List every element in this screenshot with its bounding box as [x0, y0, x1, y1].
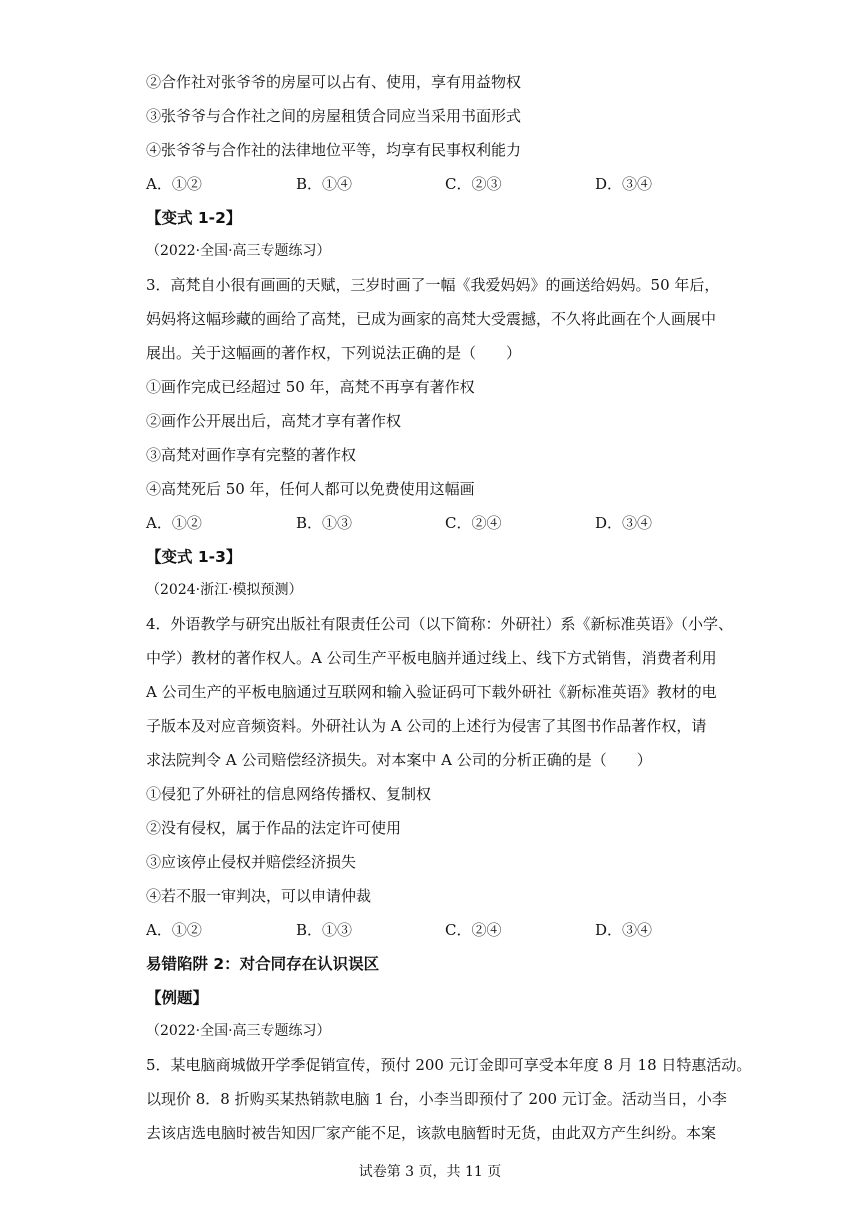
- trap-2-title: 易错陷阱 2：对合同存在认识误区: [146, 955, 380, 973]
- q3-stem-line-3: 展出。关于这幅画的著作权，下列说法正确的是（ ）: [146, 344, 522, 362]
- page-footer: 试卷第 3 页，共 11 页: [358, 1164, 502, 1180]
- variant-1-2-source: （2022·全国·高三专题练习）: [146, 243, 331, 259]
- q4-stem-line-3: A 公司生产的平板电脑通过互联网和输入验证码可下载外研社《新标准英语》教材的电: [146, 683, 717, 701]
- q2-option-a[interactable]: A．①②: [146, 175, 202, 193]
- q5-stem-line-2: 以现价 8．8 折购买某热销款电脑 1 台，小李当即预付了 200 元订金。活动当日，小李: [146, 1090, 727, 1108]
- q2-item-2: ②合作社对张爷爷的房屋可以占有、使用，享有用益物权: [146, 73, 522, 91]
- q3-option-b[interactable]: B．①③: [296, 514, 353, 532]
- q4-stem-line-2: 中学）教材的著作权人。A 公司生产平板电脑并通过线上、线下方式销售，消费者利用: [146, 649, 717, 667]
- q3-item-3: ③高梵对画作享有完整的著作权: [146, 446, 357, 464]
- q4-option-b[interactable]: B．①③: [296, 921, 353, 939]
- q3-option-d[interactable]: D．③④: [595, 514, 653, 532]
- q3-item-2: ②画作公开展出后，高梵才享有著作权: [146, 412, 402, 430]
- q3-stem-line-2: 妈妈将这幅珍藏的画给了高梵，已成为画家的高梵大受震撼，不久将此画在个人画展中: [146, 310, 717, 328]
- q4-item-2: ②没有侵权，属于作品的法定许可使用: [146, 819, 402, 837]
- q2-option-c[interactable]: C．②③: [445, 175, 502, 193]
- q3-item-4: ④高梵死后 50 年，任何人都可以免费使用这幅画: [146, 480, 475, 498]
- q4-item-3: ③应该停止侵权并赔偿经济损失: [146, 853, 357, 871]
- variant-1-2-heading: 【变式 1-2】: [146, 209, 242, 227]
- q4-stem-line-5: 求法院判令 A 公司赔偿经济损失。对本案中 A 公司的分析正确的是（ ）: [146, 751, 652, 769]
- q2-option-d[interactable]: D．③④: [595, 175, 653, 193]
- example-heading: 【例题】: [146, 989, 209, 1007]
- variant-1-3-heading: 【变式 1-3】: [146, 548, 242, 566]
- q5-stem-line-3: 去该店选电脑时被告知因厂家产能不足，该款电脑暂时无货，由此双方产生纠纷。本案: [146, 1124, 717, 1142]
- q4-option-d[interactable]: D．③④: [595, 921, 653, 939]
- example-source: （2022·全国·高三专题练习）: [146, 1023, 331, 1039]
- q4-item-4: ④若不服一审判决，可以申请仲裁: [146, 887, 372, 905]
- q3-stem-line-1: 3．高梵自小很有画画的天赋，三岁时画了一幅《我爱妈妈》的画送给妈妈。50 年后，: [146, 276, 720, 294]
- q4-stem-line-4: 子版本及对应音频资料。外研社认为 A 公司的上述行为侵害了其图书作品著作权，请: [146, 717, 707, 735]
- q4-option-c[interactable]: C．②④: [445, 921, 502, 939]
- q5-stem-line-1: 5．某电脑商城做开学季促销宣传，预付 200 元订金即可享受本年度 8 月 18 日特惠活动。: [146, 1056, 752, 1074]
- q2-option-b[interactable]: B．①④: [296, 175, 353, 193]
- q4-option-a[interactable]: A．①②: [146, 921, 202, 939]
- q3-option-c[interactable]: C．②④: [445, 514, 502, 532]
- q4-item-1: ①侵犯了外研社的信息网络传播权、复制权: [146, 785, 432, 803]
- q4-stem-line-1: 4．外语教学与研究出版社有限责任公司（以下简称：外研社）系《新标准英语》（小学、: [146, 615, 734, 633]
- variant-1-3-source: （2024·浙江·模拟预测）: [146, 582, 303, 598]
- q2-item-4: ④张爷爷与合作社的法律地位平等，均享有民事权利能力: [146, 141, 522, 159]
- q2-item-3: ③张爷爷与合作社之间的房屋租赁合同应当采用书面形式: [146, 107, 522, 125]
- q3-item-1: ①画作完成已经超过 50 年，高梵不再享有著作权: [146, 378, 475, 396]
- q3-option-a[interactable]: A．①②: [146, 514, 202, 532]
